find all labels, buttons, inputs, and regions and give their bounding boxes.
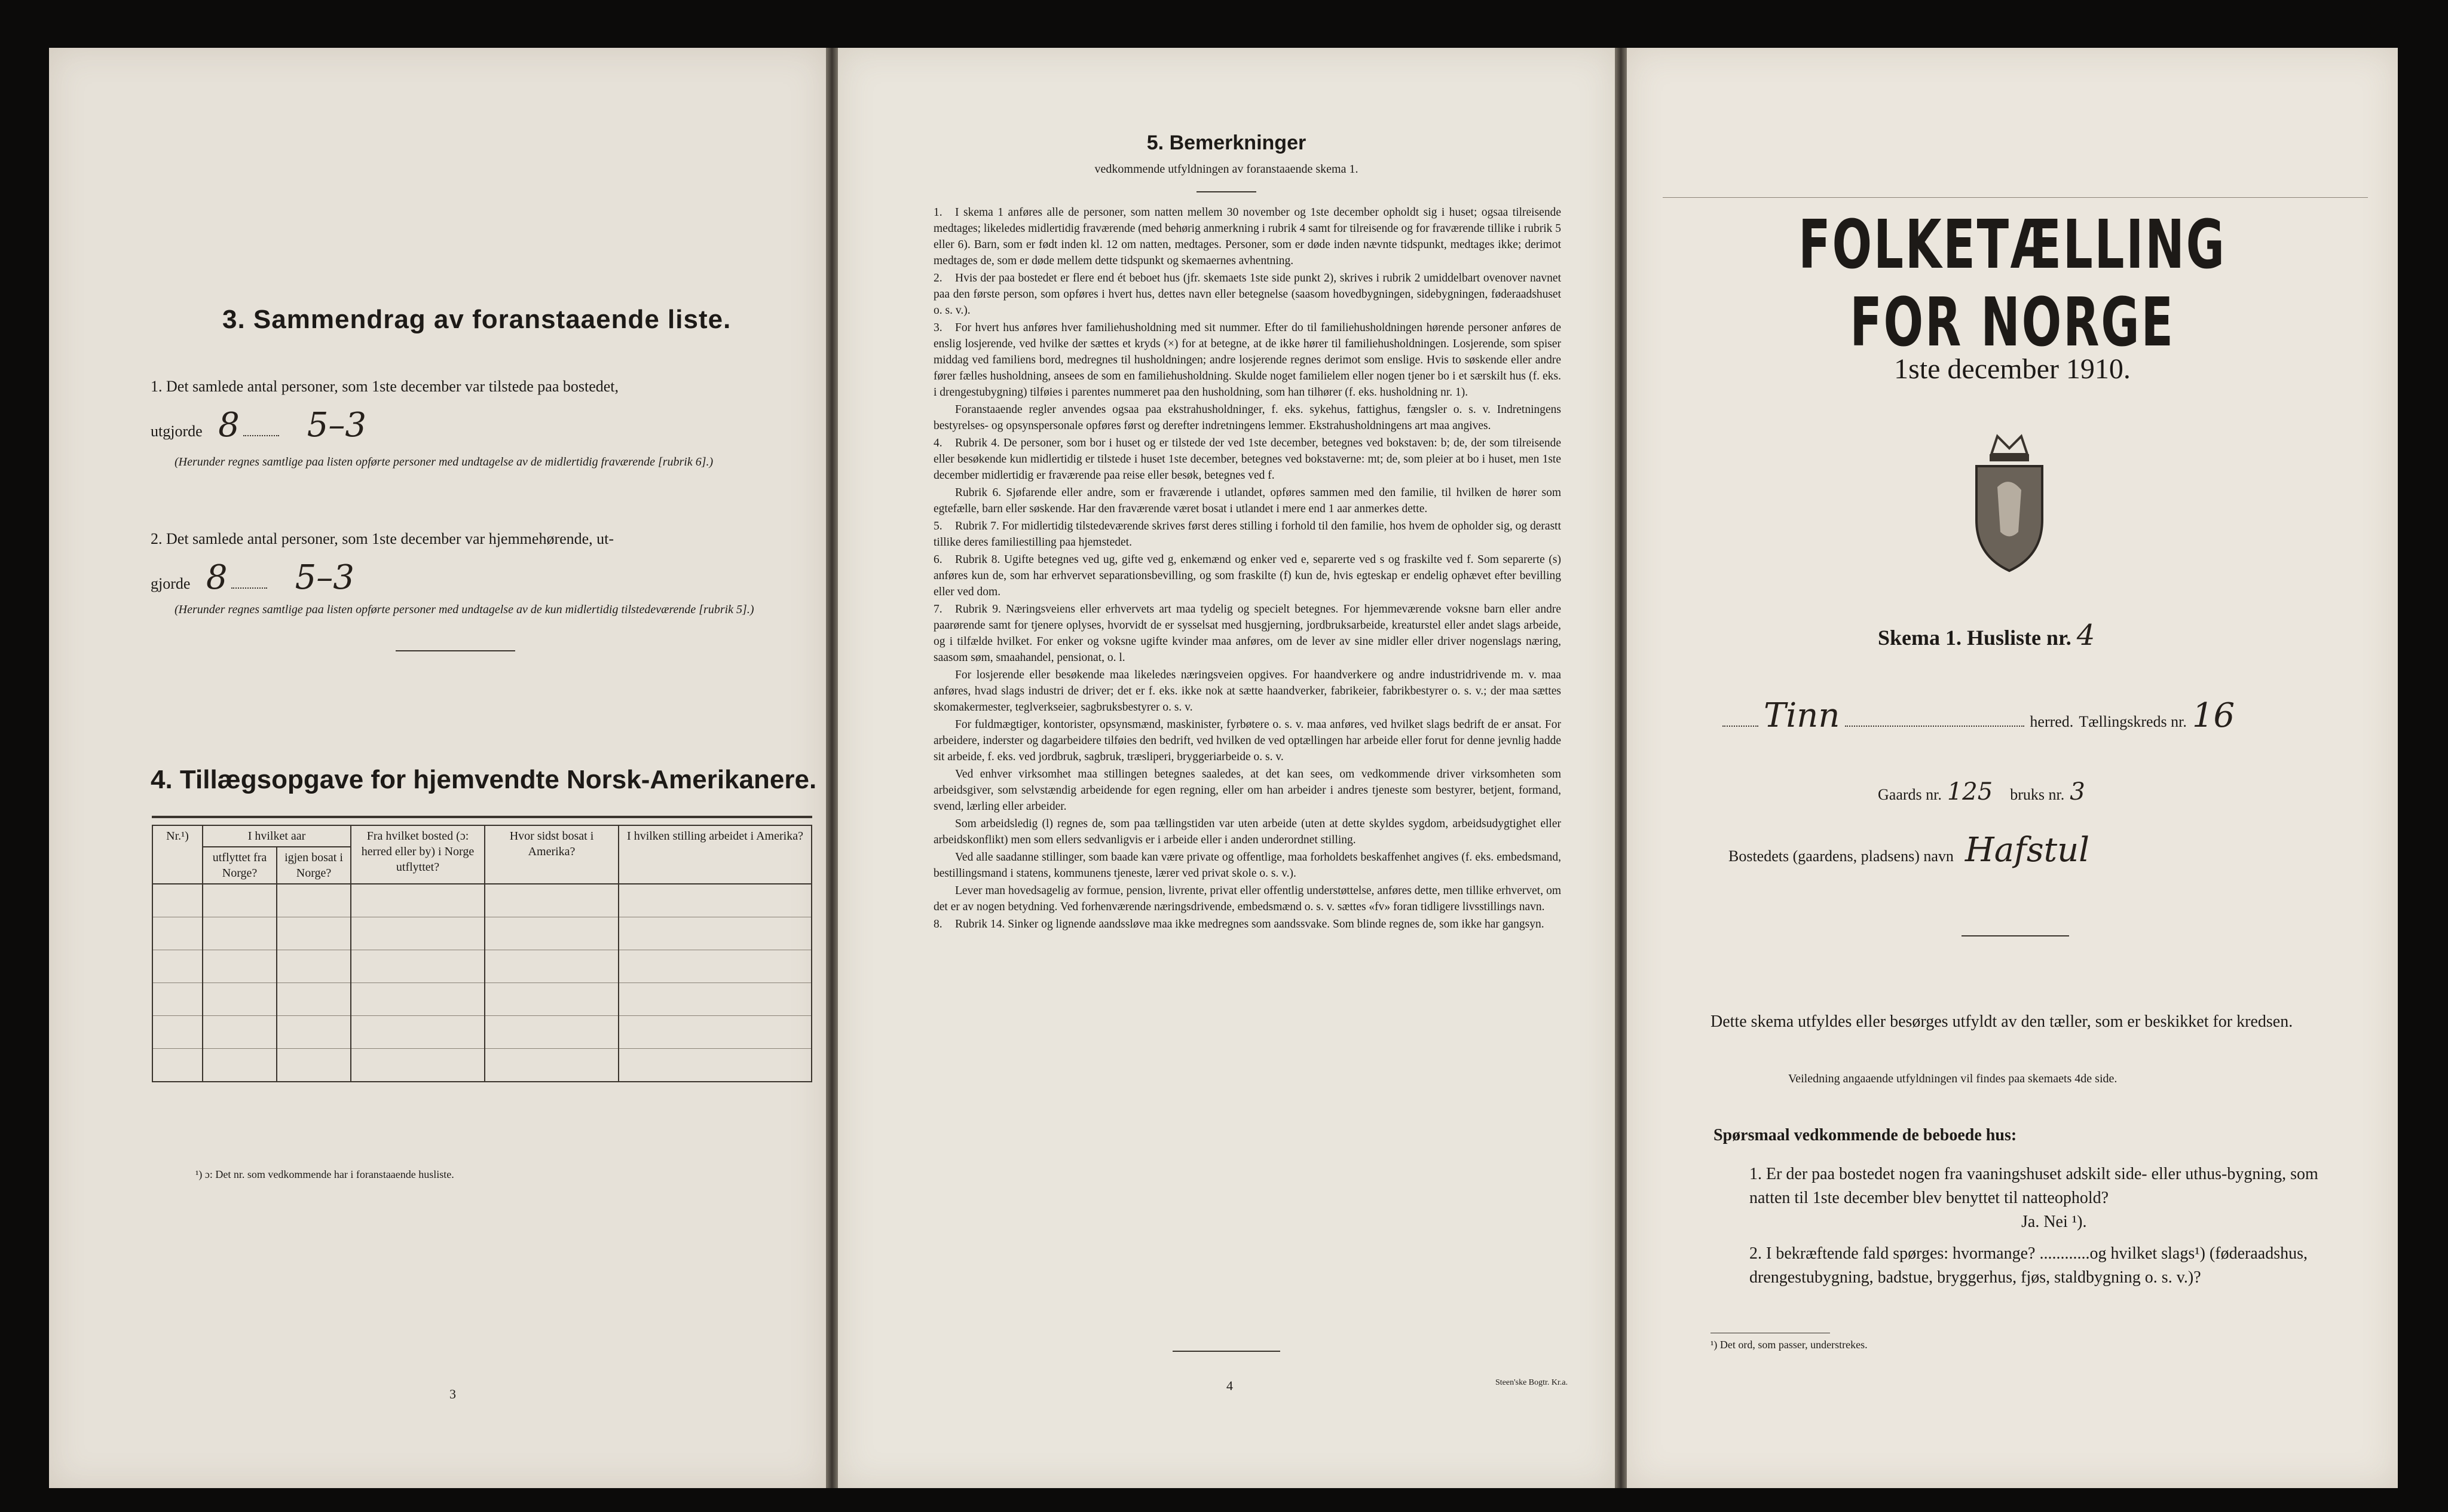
remark-text: Rubrik 8. Ugifte betegnes ved ug, gifte ved g, enkemænd og enker ved e, separerte ved s og fraskilte ved f. Som separerte (s) anføres kun de, som har erhvervet separationsbevilling, og som fraskilte (f) kun de, hvis egteskap er endelig ophævet efter bevilling eller ved dom. <box>934 553 1561 598</box>
page-number: 4 <box>1226 1378 1233 1393</box>
item-1-note: (Herunder regnes samtlige paa listen opførte personer med undtagelse av de midlertidig fraværende [rubrik 6].) <box>175 455 714 469</box>
remark-paragraph <box>934 816 1561 848</box>
item-2-row <box>151 558 796 597</box>
remark-paragraph <box>934 204 1561 269</box>
footnote: ¹) ɔ: Det nr. som vedkommende har i foranstaaende husliste. <box>195 1168 454 1180</box>
coat-of-arms-icon <box>1964 430 2054 574</box>
remark-paragraph <box>934 320 1561 400</box>
binding-spine <box>1615 48 1627 1488</box>
remark-text: Rubrik 7. For midlertidig tilstedeværende skrives først deres stilling i forhold til den familie, hos hvem de opholder sig, og derastt tillike deres familiestilling paa hjemstedet. <box>934 520 1561 549</box>
divider <box>1962 935 2069 936</box>
norsk-amerikanere-table <box>152 825 812 1082</box>
remark-paragraph <box>934 518 1561 550</box>
kreds-label: Tællingskreds nr. <box>2079 713 2187 730</box>
remark-paragraph <box>934 270 1561 319</box>
page-1 <box>1627 48 2398 1488</box>
footnote: ¹) Det ord, som passer, understrekes. <box>1710 1339 1868 1351</box>
page-number: 3 <box>449 1386 456 1401</box>
section-5-subtitle: vedkommende utfyldningen av foranstaaende skema 1. <box>1094 163 1358 176</box>
col-utflyttet: utflyttet fra Norge? <box>203 847 277 884</box>
item-2-extra: 5–3 <box>295 558 354 597</box>
table-row <box>152 917 812 950</box>
gaards-value: 125 <box>1947 778 1993 806</box>
col-sidst-bosat: Hvor sidst bosat i Amerika? <box>485 825 619 884</box>
intro-note: Veiledning angaaende utfyldningen vil findes paa skemaets 4de side. <box>1788 1072 2117 1085</box>
remark-text: Rubrik 4. De personer, som bor i huset og er tilstede der ved 1ste december, betegnes ved bokstaven: b; de, der som tilreisende eller besøkende kun midlertidig er tilstede i huset 1ste december, betegnes ved bokstaverne: mt; de, som pleier at bo i huset, men 1ste december midlertidig er fraværende paa reise eller besøk, betegnes ved f. <box>934 437 1561 482</box>
bosted-line <box>1728 831 2089 870</box>
item-1-extra: 5–3 <box>307 406 367 445</box>
remark-number: 4. <box>934 437 943 449</box>
herred-value: Tinn <box>1764 696 1840 735</box>
remark-paragraph <box>934 717 1561 765</box>
col-igjen-bosat: igjen bosat i Norge? <box>277 847 351 884</box>
table-row <box>152 983 812 1016</box>
remark-text: Som arbeidsledig (l) regnes de, som paa tællingstiden var uten arbeide (uten at dette skyldes sygdom, arbeidsudygtighet eller arbeidskonflikt) men som ellers sedvanligvis er i arbeide eller i anden underordnet stilling. <box>934 818 1561 846</box>
divider <box>1197 191 1256 192</box>
remark-paragraph <box>934 766 1561 815</box>
bosted-value: Hafstul <box>1964 831 2090 870</box>
remark-paragraph <box>934 916 1561 932</box>
remark-text: Ved alle saadanne stillinger, som baade kan være private og offentlige, maa forholdets beskaffenhet angives (f. eks. embedsmand, bestillingsmand i statens, kommunens tjeneste, lærer ved privat skole o. s. v.). <box>934 851 1561 880</box>
col-fra-bosted: Fra hvilket bosted (ɔ: herred eller by) i Norge utflyttet? <box>351 825 485 884</box>
item-2-value: 8 <box>206 558 228 597</box>
remark-text: Rubrik 6. Sjøfarende eller andre, som er fraværende i utlandet, opføres sammen med den familie, til hvilken de hører som egtefælle, barn eller søskende. Har den fraværende været bosat i utlandet i mere end 1 aar anmerkes dette. <box>934 486 1561 515</box>
bosted-label: Bostedets (gaardens, pladsens) navn <box>1728 847 1954 865</box>
divider <box>1173 1351 1280 1352</box>
herred-label: herred. <box>2030 713 2074 730</box>
item-2-utgjorde: gjorde <box>151 575 191 592</box>
remark-paragraph <box>934 485 1561 517</box>
table-row <box>152 1049 812 1082</box>
question-1-answer: Ja. Nei ¹). <box>2021 1213 2087 1231</box>
remark-number: 2. <box>934 272 943 284</box>
remark-text: Ved enhver virksomhet maa stillingen betegnes saaledes, at det kan sees, om vedkommende driver virksomheten som arbeidsgiver, som selvstændig arbeidende for egen regning, eller om han arbeider i andres tjeneste som bestyrer, betjent, formand, svend, lærling eller arbeider. <box>934 768 1561 813</box>
remark-text: Foranstaaende regler anvendes ogsaa paa ekstrahusholdninger, f. eks. sykehus, fattighus, fængsler o. s. v. Indretningens bestyrelses- og opsynspersonale opføres først og derefter indretningens lemmer. Ekstrahusholdningens art maa angives. <box>934 403 1561 432</box>
gaards-line <box>1878 778 2085 806</box>
remark-number: 1. <box>934 206 943 219</box>
herred-line <box>1722 696 2380 735</box>
table-top-rule <box>152 816 812 818</box>
col-group-year: I hvilket aar <box>203 825 351 847</box>
remark-paragraph <box>934 849 1561 882</box>
table-row <box>152 950 812 983</box>
remark-paragraph <box>934 435 1561 483</box>
remark-paragraph <box>934 667 1561 715</box>
table-row <box>152 884 812 917</box>
remark-number: 8. <box>934 918 943 931</box>
remark-number: 5. <box>934 520 943 532</box>
form-title: FOLKETÆLLING FOR NORGE <box>1798 206 2226 362</box>
remark-paragraph <box>934 883 1561 915</box>
remark-text: Lever man hovedsagelig av formue, pension, livrente, privat eller offentlig understøttelse, anføres dette, men tillike erhvervet, om det er av nogen betydning. Ved forhenværende næringsdrivende, embedsmænd o. s. v. sættes «fv» foran tidligere livsstillings navn. <box>934 884 1561 913</box>
page-4 <box>838 48 1615 1488</box>
husliste-nr: 4 <box>2076 619 2095 652</box>
gaards-label: Gaards nr. <box>1878 786 1942 803</box>
col-stilling: I hvilken stilling arbeidet i Amerika? <box>619 825 812 884</box>
item-1-utgjorde: utgjorde <box>151 423 203 440</box>
item-2-text: 2. Det samlede antal personer, som 1ste december var hjemmehørende, ut- <box>151 530 614 547</box>
remarks-list <box>934 204 1561 933</box>
schema-label: Skema 1. Husliste nr. <box>1878 626 2071 650</box>
form-date: 1ste december 1910. <box>1894 353 2131 385</box>
binding-spine <box>826 48 838 1488</box>
printer-mark: Steen'ske Bogtr. Kr.a. <box>1495 1378 1568 1387</box>
item-1-value: 8 <box>218 406 240 445</box>
remark-text: Rubrik 9. Næringsveiens eller erhvervets art maa tydelig og specielt betegnes. For hjemmeværende voksne barn eller andre paarørende samt for tjenere oplyses, hvorvidt de er sysselsat med husgjerning, jordbruksarbeide, kreaturstel eller andet slags arbeide, og i tilfælde hvilket. For enker og voksne ugifte kvinder maa anføres, om de lever av sine midler eller driver nogenslags næring, saasom søm, smaahandel, pensionat, o. l. <box>934 603 1561 664</box>
bruks-label: bruks nr. <box>2010 786 2065 803</box>
remark-number: 3. <box>934 322 943 334</box>
divider <box>396 650 515 651</box>
remark-text: For hvert hus anføres hver familiehusholdning med sit nummer. Efter do til familiehusholdningen hørende personer anføres de enslig losjerende, ved hvilke der sættes et kryds (×) for at betegne, at de ikke hører til familiehusholdningen. Losjerende, som spiser middag ved familiens bord, medregnes til husholdningen; andre losjerende regnes derimot som enslige. Hvis to søskende eller andre fører fælles husholdning, ansees de som en familiehusholdning. Skulde noget familielem eller nogen tjener bo i et særskilt hus (f. eks. i drengestubygning) tilføies i parentes nummeret paa den husholdning, som han tilhører (f. eks. husholdning nr. 1). <box>934 322 1561 399</box>
page-3 <box>49 48 826 1488</box>
col-nr: Nr.¹) <box>152 825 203 884</box>
item-1-row <box>151 406 796 445</box>
schema-line <box>1878 619 2095 652</box>
item-2-note: (Herunder regnes samtlige paa listen opførte personer med undtagelse av de kun midlertidig tilstedeværende [rubrik 5].) <box>175 603 754 616</box>
table-row <box>152 1016 812 1049</box>
remark-number: 6. <box>934 553 943 566</box>
remark-paragraph <box>934 601 1561 666</box>
remark-text: For fuldmægtiger, kontorister, opsynsmænd, maskinister, fyrbøtere o. s. v. maa anføres, ved hvilket slags bedrift de er ansat. For arbeidere, inderster og dagarbeidere tilføies den bedrift, ved hvilken de ved optællingen har arbeide eller forut for denne jevnlig hadde sit arbeide, f. eks. ved jordbruk, sagbruk, træsliperi, bryggeriarbeide o. s. v. <box>934 718 1561 763</box>
question-2: 2. I bekræftende fald spørges: hvormange? ............og hvilket slags¹) (føderaadshus, drengestubygning, badstue, bryggerhus, fjøs, staldbygning o. s. v.)? <box>1749 1244 2308 1287</box>
remark-text: Hvis der paa bostedet er flere end ét beboet hus (jfr. skemaets 1ste side punkt 2), skrives i rubrik 2 umiddelbart ovenover navnet paa den første person, som opføres i hvert hus, dettes navn eller betegnelse (saasom hovedbygningen, sidebygningen, føderaadshuset o. s. v.). <box>934 272 1561 317</box>
remark-paragraph <box>934 402 1561 434</box>
kreds-value: 16 <box>2192 696 2235 735</box>
remark-text: For losjerende eller besøkende maa likeledes næringsveien opgives. For haandverkere og andre industridrivende m. v. maa anføres, hvad slags industri de driver; det er f. eks. ikke nok at sætte haandverker, fabrikeier, fabrikbestyrer o. s. v.; der maa sættes skomakermester, teglverkseier, sagbruksbestyrer o. s. v. <box>934 669 1561 714</box>
bruks-value: 3 <box>2070 778 2085 806</box>
remark-number: 7. <box>934 603 943 616</box>
remark-paragraph <box>934 552 1561 600</box>
section-5-title: 5. Bemerkninger <box>1146 131 1306 154</box>
section-4-title: 4. Tillægsopgave for hjemvendte Norsk-Amerikanere. <box>151 765 817 794</box>
question-title: Spørsmaal vedkommende de beboede hus: <box>1713 1126 2017 1144</box>
remark-text: Rubrik 14. Sinker og lignende aandssløve maa ikke medregnes som aandssvake. Som blinde regnes de, som ikke har gangsyn. <box>955 918 1544 931</box>
section-3-title: 3. Sammendrag av foranstaaende liste. <box>222 305 732 334</box>
question-1: 1. Er der paa bostedet nogen fra vaaningshuset adskilt side- eller uthus-bygning, som natten til 1ste december blev benyttet til natteophold? <box>1749 1165 2318 1207</box>
item-1-text: 1. Det samlede antal personer, som 1ste december var tilstede paa bostedet, <box>151 378 619 395</box>
intro-text: Dette skema utfyldes eller besørges utfyldt av den tæller, som er beskikket for kredsen. <box>1710 1012 2293 1031</box>
remark-text: I skema 1 anføres alle de personer, som natten mellem 30 november og 1ste december opholdt sig i huset; ogsaa tilreisende medtages; likeledes midlertidig fraværende (med behørig anmerkning i rubrik 4 samt for tilreisende og for fraværende tillike i rubrik 5 eller 6). Barn, som er født inden kl. 12 om natten, medtages. Personer, som er døde inden nævnte tidspunkt, medtages ikke; derimot medtages de, som er døde mellem dette tidspunkt og skemaernes avhentning. <box>934 206 1561 267</box>
